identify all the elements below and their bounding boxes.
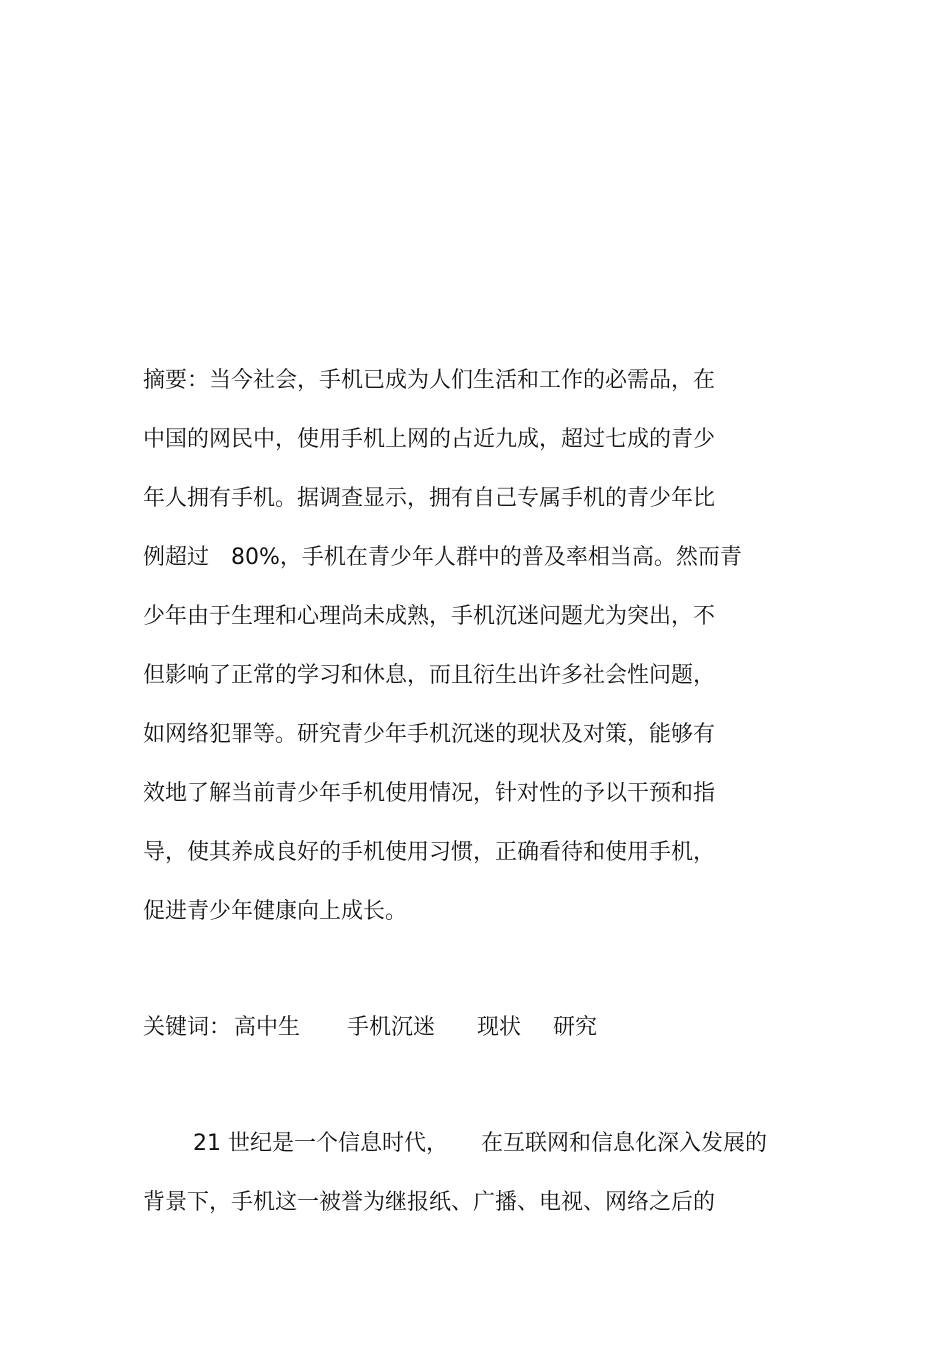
abstract-line: 例超过 80%，手机在青少年人群中的普及率相当高。然而青 [143,545,742,570]
body-line: 21 世纪是一个信息时代， 在互联网和信息化深入发展的 [193,1131,767,1156]
abstract-line: 中国的网民中，使用手机上网的占近九成，超过七成的青少 [143,427,716,452]
keyword-item: 高中生 [234,1015,301,1040]
body-line: 背景下，手机这一被誉为继报纸、广播、电视、网络之后的 [143,1190,716,1215]
abstract-line: 如网络犯罪等。研究青少年手机沉迷的现状及对策，能够有 [143,722,716,747]
keyword-item: 手机沉迷 [347,1015,436,1040]
abstract-line: 少年由于生理和心理尚未成熟，手机沉迷问题尤为突出，不 [143,604,716,629]
abstract-line: 摘要：当今社会，手机已成为人们生活和工作的必需品，在 [143,368,716,393]
abstract-line: 年人拥有手机。据调查显示，拥有自己专属手机的青少年比 [143,486,716,511]
keywords-label: 关键词： [143,1015,232,1040]
abstract-line: 导，使其养成良好的手机使用习惯，正确看待和使用手机， [143,840,716,865]
keyword-item: 现状 [477,1015,522,1040]
abstract-line: 但影响了正常的学习和休息，而且衍生出许多社会性问题， [143,663,716,688]
abstract-line: 效地了解当前青少年手机使用情况，针对性的予以干预和指 [143,781,716,806]
abstract-line: 促进青少年健康向上成长。 [143,899,408,924]
keyword-item: 研究 [553,1015,598,1040]
